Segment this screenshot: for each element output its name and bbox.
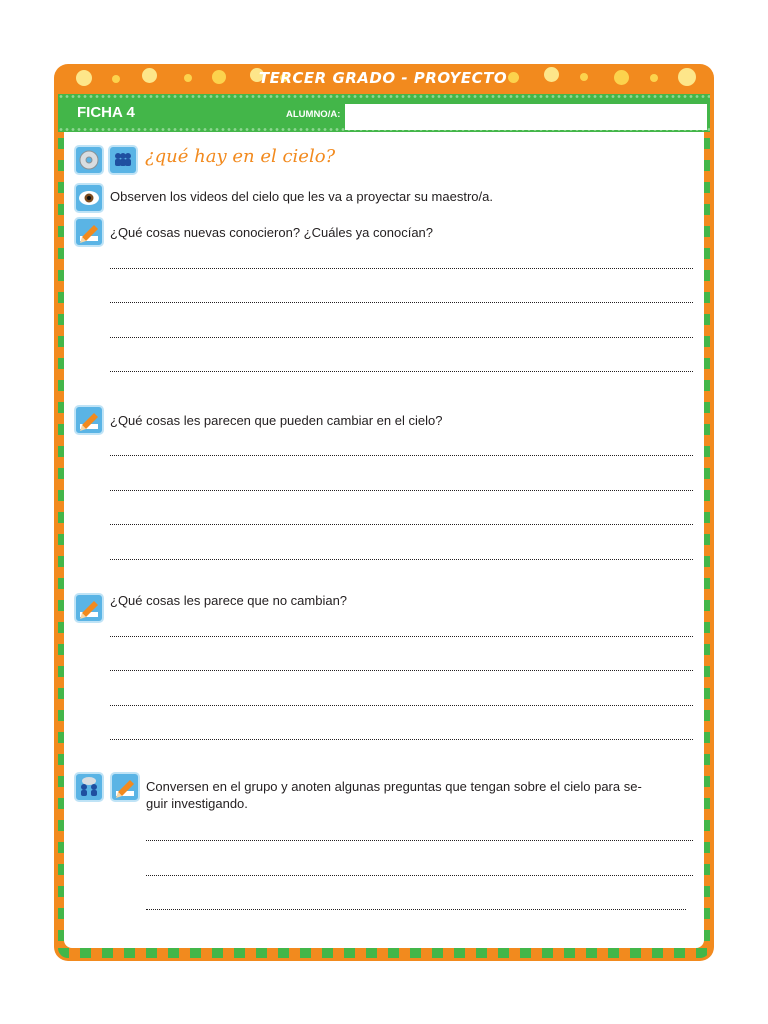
question-text: ¿Qué cosas les parece que no cambian? [110, 593, 348, 608]
alumno-input[interactable] [345, 104, 707, 130]
decor-dot [678, 68, 696, 86]
group-icon [108, 145, 138, 175]
answer-line[interactable] [110, 490, 693, 491]
decor-dot [650, 74, 658, 82]
decor-dot [544, 67, 559, 82]
pencil-icon [74, 593, 104, 623]
question-text: ¿Qué cosas nuevas conocieron? ¿Cuáles ya conocían? [110, 225, 434, 240]
group-talk-icon [74, 772, 104, 802]
banner-title: TERCER GRADO - PROYECTO [258, 69, 508, 87]
decor-dot [614, 70, 629, 85]
dotted-border-top [58, 94, 710, 99]
striped-border-bottom [58, 948, 710, 958]
pencil-icon [110, 772, 140, 802]
ficha-label: FICHA 4 [77, 104, 135, 121]
question-text: ¿Qué cosas les parecen que pueden cambiar en el cielo? [110, 413, 443, 428]
decor-dot [76, 70, 92, 86]
decor-dot [580, 73, 588, 81]
answer-line[interactable] [110, 636, 693, 637]
pencil-icon [74, 217, 104, 247]
instruction-line-1: Conversen en el grupo y anoten algunas preguntas que tengan sobre el cielo para se- [146, 779, 642, 794]
cd-icon [74, 145, 104, 175]
answer-line[interactable] [146, 875, 693, 876]
answer-line[interactable] [110, 739, 693, 740]
answer-line[interactable] [110, 524, 693, 525]
answer-line[interactable] [110, 371, 693, 372]
decor-dot [142, 68, 157, 83]
answer-line[interactable] [110, 455, 693, 456]
instruction-line-2: guir investigando. [146, 796, 248, 811]
pencil-icon [74, 405, 104, 435]
answer-line[interactable] [146, 840, 693, 841]
answer-line[interactable] [110, 302, 693, 303]
instruction-text: Observen los videos del cielo que les va a proyectar su maestro/a. [110, 189, 493, 204]
answer-line[interactable] [110, 559, 693, 560]
answer-line[interactable] [110, 705, 693, 706]
instruction-text [146, 778, 694, 812]
answer-line[interactable] [110, 337, 693, 338]
answer-line[interactable] [146, 909, 686, 910]
decor-dot [184, 74, 192, 82]
decor-dot [212, 70, 226, 84]
worksheet-body [64, 132, 704, 948]
answer-line[interactable] [110, 670, 693, 671]
alumno-label: ALUMNO/A: [286, 109, 341, 120]
eye-icon [74, 183, 104, 213]
decor-dot [112, 75, 120, 83]
decor-dot [508, 72, 519, 83]
section-title: ¿qué hay en el cielo? [145, 146, 336, 167]
answer-line[interactable] [110, 268, 693, 269]
